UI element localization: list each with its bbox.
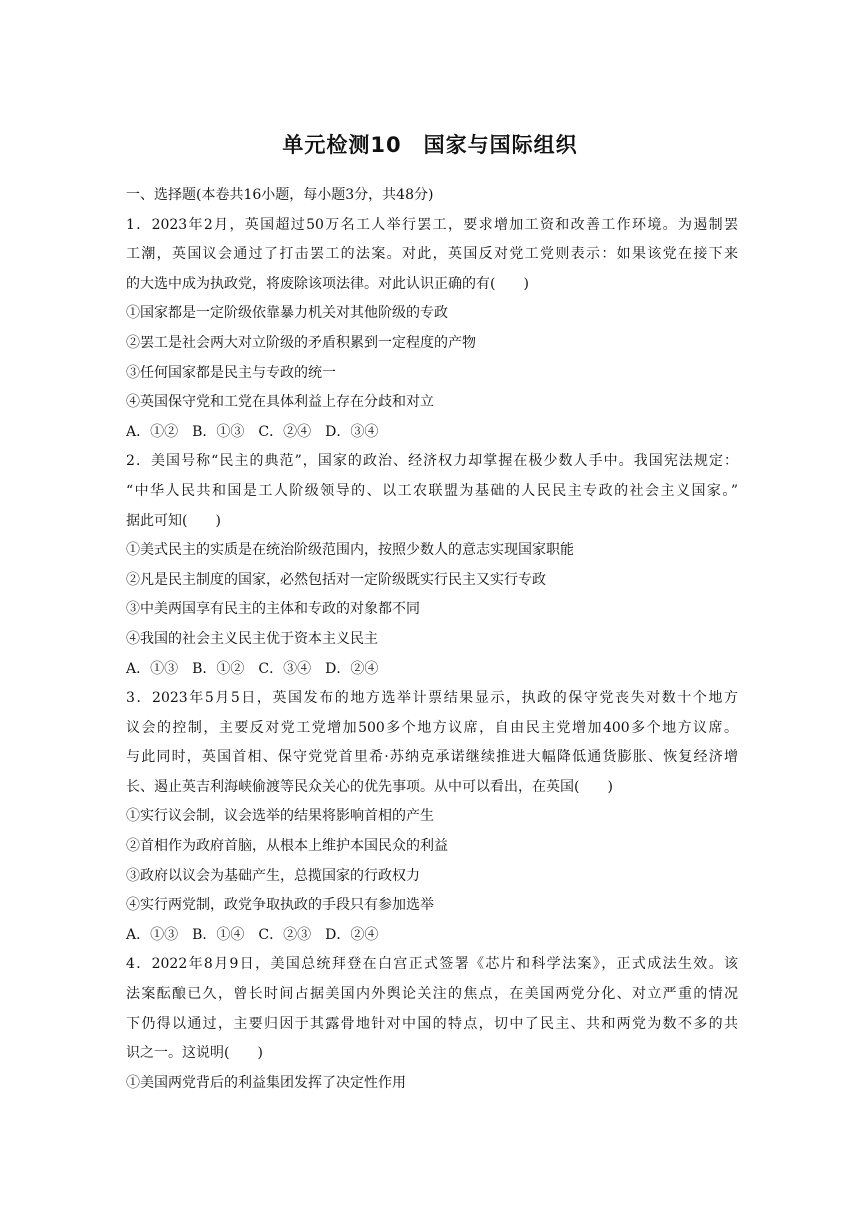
question-1-text: 的大选中成为执政党，将废除该项法律。对此认识正确的有( )	[126, 275, 529, 292]
question-3-option: ③政府以议会为基础产生，总揽国家的行政权力	[126, 867, 420, 884]
question-3-text: 与此同时，英国首相、保守党党首里希·苏纳克承诺继续推进大幅降低通货膨胀、恢复经济增	[126, 749, 738, 766]
question-2-text: 据此可知( )	[126, 512, 221, 529]
question-1-option: ④英国保守党和工党在具体利益上存在分歧和对立	[126, 394, 434, 411]
question-4-option: ①美国两党背后的利益集团发挥了决定性作用	[126, 1074, 406, 1091]
question-2-option: ③中美两国享有民主的主体和专政的对象都不同	[126, 601, 420, 618]
question-2-option: ④我国的社会主义民主优于资本主义民主	[126, 630, 378, 647]
question-2-text: 2．美国号称“民主的典范”，国家的政治、经济权力却掌握在极少数人手中。我国宪法规定：	[126, 453, 738, 470]
question-2-option: ②凡是民主制度的国家，必然包括对一定阶级既实行民主又实行专政	[126, 571, 546, 588]
question-3-option: ④实行两党制，政党争取执政的手段只有参加选举	[126, 897, 434, 914]
document-title: 单元检测10 国家与国际组织	[282, 133, 578, 157]
question-3-text: 3．2023年5月5日，英国发布的地方选举计票结果显示，执政的保守党丧失对数十个地方	[126, 690, 738, 707]
question-4-text: 下仍得以通过，主要归因于其露骨地针对中国的特点，切中了民主、共和两党为数不多的共	[126, 1015, 738, 1032]
question-1-choices: A．①② B．①③ C．②④ D．③④	[126, 423, 379, 440]
question-4-text: 4．2022年8月9日，美国总统拜登在白宫正式签署《芯片和科学法案》，正式成法生效。该	[126, 956, 738, 973]
document-body	[126, 181, 738, 1098]
question-2-choices: A．①③ B．①② C．③④ D．②④	[126, 660, 379, 677]
question-1-option: ②罢工是社会两大对立阶级的矛盾积累到一定程度的产物	[126, 334, 476, 351]
question-4-text: 法案酝酿已久，曾长时间占据美国内外舆论关注的焦点，在美国两党分化、对立严重的情况	[126, 986, 738, 1003]
question-4-text: 识之一。这说明( )	[126, 1045, 263, 1062]
question-2-text: “中华人民共和国是工人阶级领导的、以工农联盟为基础的人民民主专政的社会主义国家。”	[126, 482, 738, 499]
question-2-option: ①美式民主的实质是在统治阶级范围内，按照少数人的意志实现国家职能	[126, 542, 574, 559]
question-1-option: ③任何国家都是民主与专政的统一	[126, 364, 336, 381]
question-1-option: ①国家都是一定阶级依靠暴力机关对其他阶级的专政	[126, 305, 448, 322]
question-3-text: 长、遏止英吉利海峡偷渡等民众关心的优先事项。从中可以看出，在英国( )	[126, 778, 613, 795]
question-3-choices: A．①③ B．①④ C．②③ D．②④	[126, 926, 379, 943]
section-heading: 一、选择题(本卷共16小题，每小题3分，共48分)	[126, 187, 434, 203]
question-1-text: 工潮，英国议会通过了打击罢工的法案。对此，英国反对党工党则表示：如果该党在接下来	[126, 246, 738, 263]
question-3-text: 议会的控制，主要反对党工党增加500多个地方议席，自由民主党增加400多个地方议席。	[126, 719, 738, 736]
question-1-text: 1．2023年2月，英国超过50万名工人举行罢工，要求增加工资和改善工作环境。为遏制罢	[126, 216, 738, 233]
question-3-option: ②首相作为政府首脑，从根本上维护本国民众的利益	[126, 838, 448, 855]
question-3-option: ①实行议会制，议会选举的结果将影响首相的产生	[126, 808, 434, 825]
